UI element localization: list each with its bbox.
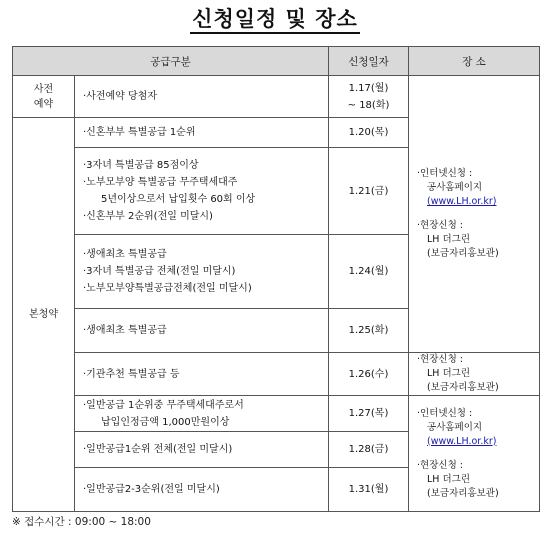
item-cell: ·기관추천 특별공급 등 <box>75 353 329 396</box>
item-cell: ·생애최초 특별공급 <box>75 309 329 353</box>
date-cell: 1.21(금) <box>329 148 409 235</box>
item-cell: ·일반공급2-3순위(전일 미달시) <box>75 468 329 512</box>
place-cell-online-onsite: ·인터넷신청 : 공사홈페이지 (www.LH.or.kr) ·현장신청 : LH 더그린 (보금자리홍보관) <box>409 76 540 353</box>
table-row <box>13 396 540 432</box>
item-cell: ·3자녀 특별공급 85점이상 ·노부모부양 특별공급 무주택세대주 5년이상으로서 납입횟수 60회 이상 ·신혼부부 2순위(전일 미달시) <box>75 148 329 235</box>
lh-website-link[interactable]: (www.LH.or.kr) <box>427 196 497 207</box>
date-cell: 1.28(금) <box>329 432 409 468</box>
table-row <box>13 353 540 396</box>
page-title <box>0 3 550 33</box>
date-cell: 1.25(화) <box>329 309 409 353</box>
item-cell: ·신혼부부 특별공급 1순위 <box>75 118 329 148</box>
header-date: 신청일자 <box>329 47 409 76</box>
date-cell: 1.31(월) <box>329 468 409 512</box>
header-place: 장 소 <box>409 47 540 76</box>
table-row <box>13 76 540 118</box>
page-title-text: 신청일정 및 장소 <box>190 7 360 34</box>
date-cell: 1.17(월) ~ 18(화) <box>329 76 409 118</box>
item-cell: ·생애최초 특별공급 ·3자녀 특별공급 전체(전일 미달시) ·노부모부양특별공급전체(전일 미달시) <box>75 235 329 309</box>
place-cell-onsite: ·현장신청 : LH 더그린 (보금자리홍보관) <box>409 353 540 396</box>
lh-website-link[interactable]: (www.LH.or.kr) <box>427 435 497 447</box>
date-cell: 1.26(수) <box>329 353 409 396</box>
category-pre: 사전 예약 <box>13 76 75 118</box>
item-cell: ·일반공급 1순위중 무주택세대주로서 납입인정금액 1,000만원이상 <box>75 396 329 432</box>
place-cell-online-onsite: ·인터넷신청 : 공사홈페이지 (www.LH.or.kr) ·현장신청 : LH 더그린 (보금자리홍보관) <box>409 396 540 512</box>
header-category: 공급구분 <box>13 47 329 76</box>
reception-time-note: ※ 접수시간 : 09:00 ~ 18:00 <box>12 516 151 528</box>
schedule-table <box>12 46 540 512</box>
item-cell: ·일반공급1순위 전체(전일 미달시) <box>75 432 329 468</box>
item-cell: ·사전예약 당첨자 <box>75 76 329 118</box>
date-cell: 1.24(월) <box>329 235 409 309</box>
date-cell: 1.27(목) <box>329 396 409 432</box>
header-row <box>13 47 540 76</box>
category-main: 본청약 <box>13 118 75 512</box>
date-cell: 1.20(목) <box>329 118 409 148</box>
